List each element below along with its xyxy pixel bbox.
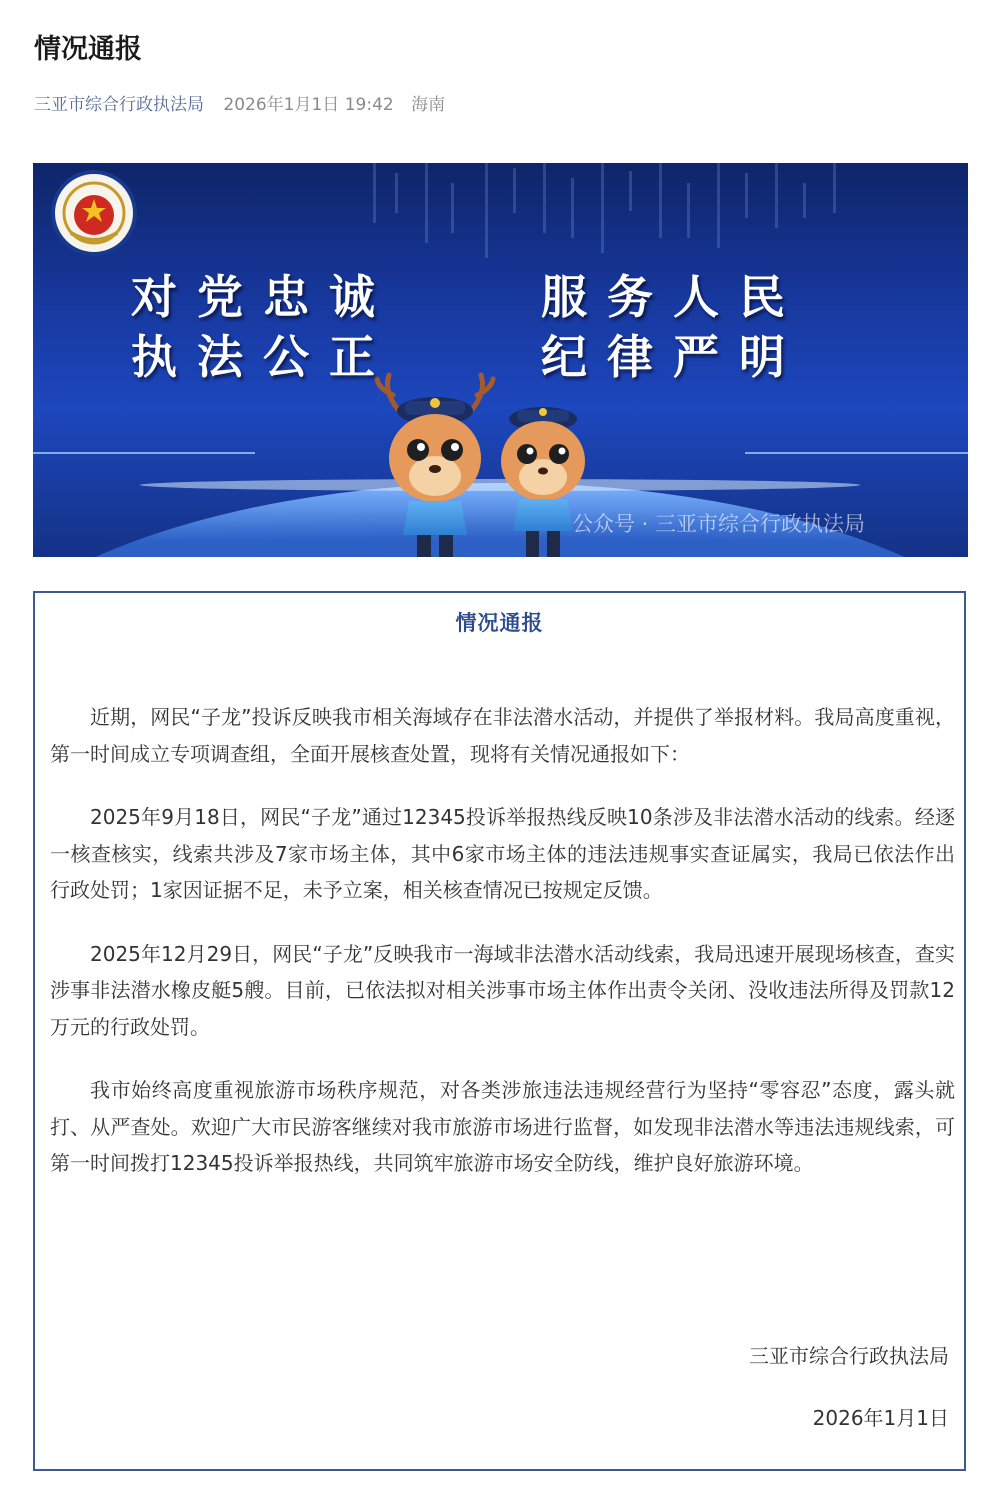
article-meta (34, 92, 445, 118)
law-enforcement-emblem-icon (53, 172, 135, 254)
notice-sign-date: 2026年1月1日 (812, 1406, 949, 1430)
slogan-row2-left: 执 法 公 正 (131, 330, 378, 384)
page-title: 情况通报 (34, 34, 142, 65)
notice-paragraph-1: 近期，网民“子龙”投诉反映我市相关海域存在非法潜水活动，并提供了举报材料。我局高度重视，第一时间成立专项调查组，全面开展核查处置，现将有关情况通报如下： (50, 705, 955, 766)
notice-signature: 三亚市综合行政执法局 (749, 1344, 949, 1368)
notice-heading: 情况通报 (455, 611, 544, 635)
publish-date: 2026年1月1日 19:42 (223, 95, 394, 115)
notice-box (33, 591, 966, 1471)
slogan-row1-right: 服 务 人 民 (541, 270, 788, 324)
notice-paragraph-2: 2025年9月18日，网民“子龙”通过12345投诉举报热线反映10条涉及非法潜水活动的线索。经逐一核查核实，线索共涉及7家市场主体，其中6家市场主体的违法违规事实查证属实，我局已依法作出行政处罚；1家因证据不足，未予立案，相关核查情况已按规定反馈。 (50, 805, 955, 902)
slogan-row2-right: 纪 律 严 明 (541, 330, 788, 384)
image-watermark: 公众号 · 三亚市综合行政执法局 (572, 512, 866, 536)
notice-paragraph-3: 2025年12月29日，网民“子龙”反映我市一海域非法潜水活动线索，我局迅速开展现场核查，查实涉事非法潜水橡皮艇5艘。目前，已依法拟对相关涉事市场主体作出责令关闭、没收违法所得及罚款12万元的行政处罚。 (50, 941, 955, 1039)
notice-body (50, 699, 955, 1209)
slogan-row1-left: 对 党 忠 诚 (131, 270, 378, 324)
notice-paragraph-4: 我市始终高度重视旅游市场秩序规范，对各类涉旅违法违规经营行为坚持“零容忍”态度，露头就打、从严查处。欢迎广大市民游客继续对我市旅游市场进行监督，如发现非法潜水等违法违规线索，可第一时间拨打12345投诉举报热线，共同筑牢旅游市场安全防线，维护良好旅游环境。 (50, 1078, 955, 1175)
publish-location: 海南 (411, 95, 446, 115)
banner-image (33, 163, 968, 557)
author-link[interactable]: 三亚市综合行政执法局 (34, 95, 204, 115)
